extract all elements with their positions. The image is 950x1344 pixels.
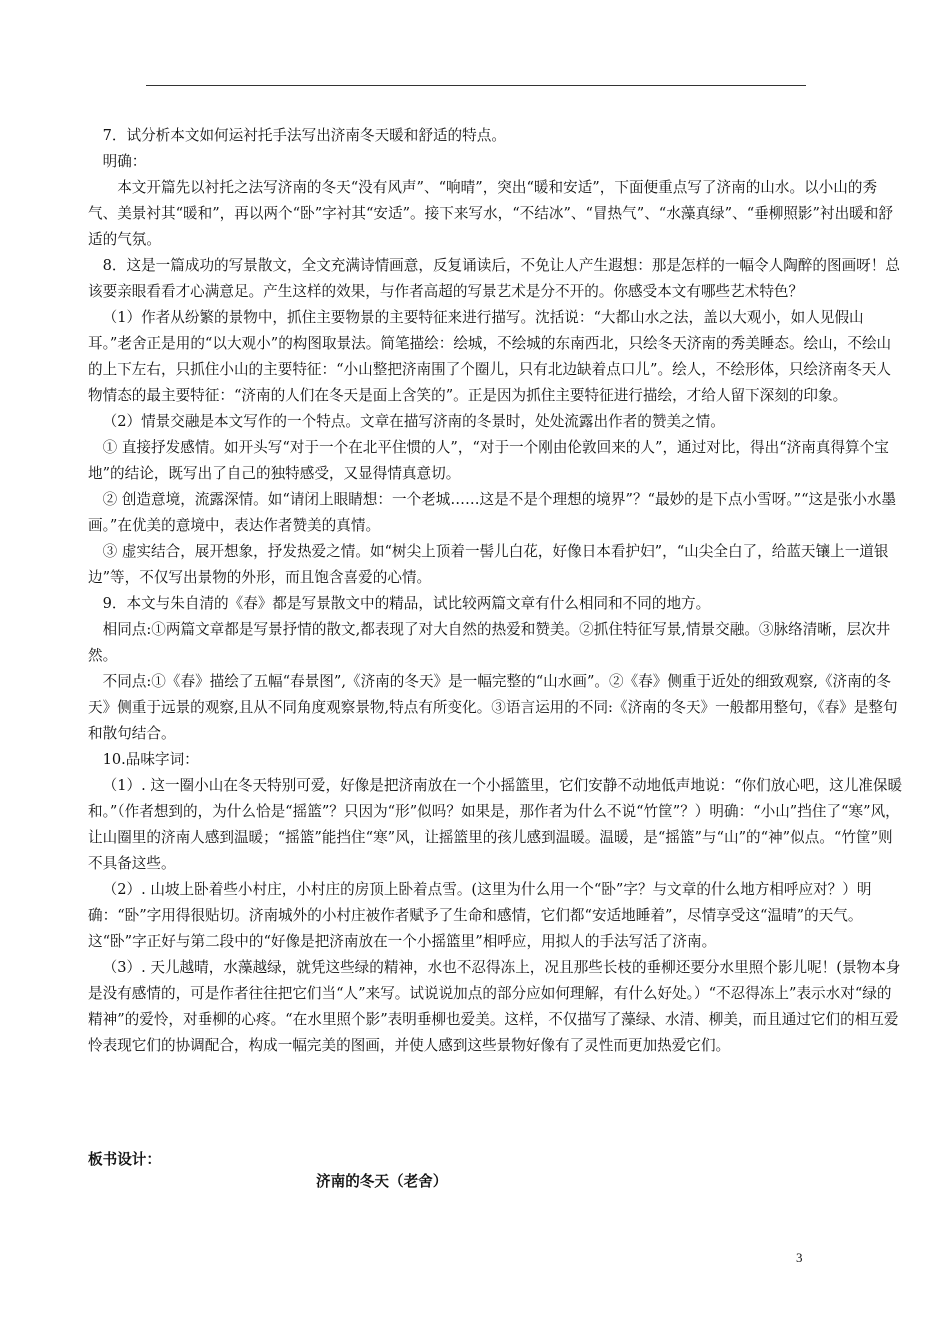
board-design-label: 板书设计： (88, 1151, 161, 1168)
paragraph: 7．试分析本文如何运衬托手法写出济南冬天暖和舒适的特点。 (102, 127, 506, 144)
paragraph: 不同点:①《春》描绘了五幅“春景图”,《济南的冬天》是一幅完整的“山水画”。②《春》侧重于近处的细致观察,《济南的冬天》侧重于远景的观察,且从不同角度观察景物,特点有所变化。③语言运用的不同:《济南的冬天》一般都用整句，《春》是整句和散句结合。 (88, 673, 898, 742)
header-rule (146, 85, 806, 86)
paragraph: ③ 虚实结合，展开想象，抒发热爱之情。如“树尖上顶着一髻儿白花，好像日本看护妇”，“山尖全白了，给蓝天镶上一道银边”等，不仅写出景物的外形，而且饱含喜爱的心情。 (88, 543, 889, 586)
paragraph: 9．本文与朱自清的《春》都是写景散文中的精品，试比较两篇文章有什么相同和不同的地方。 (102, 595, 711, 612)
paragraph: 相同点:①两篇文章都是写景抒情的散文,都表现了对大自然的热爱和赞美。②抓住特征写景,情景交融。③脉络清晰，层次井然。 (88, 621, 891, 664)
paragraph: （1）作者从纷繁的景物中，抓住主要物景的主要特征来进行描写。沈括说：“大都山水之法，盖以大观小，如人见假山耳。”老舍正是用的“以大观小”的构图取景法。简笔描绘：绘城，不绘城的东南西北，只绘冬天济南的秀美睡态。绘山，不绘山的上下左右，只抓住小山的主要特征：“小山整把济南围了个圈儿，只有北边缺着点口儿”。绘人，不绘形体，只绘济南冬天人物情态的最主要特征：“济南的人们在冬天是面上含笑的”。正是因为抓住主要特征进行描绘，才给人留下深刻的印象。 (88, 309, 892, 404)
paragraph: （3）. 天儿越晴，水藻越绿，就凭这些绿的精神，水也不忍得冻上，况且那些长枝的垂柳还要分水里照个影儿呢！(景物本身是没有感情的，可是作者往往把它们当“人”来写。试说说加点的部分应如何理解，有什么好处。）“不忍得冻上”表示水对“绿的精神”的爱怜，对垂柳的心疼。“在水里照个影”表明垂柳也爱美。这样，不仅描写了藻绿、水清、柳美，而且通过它们的相互爱怜表现它们的协调配合，构成一幅完美的图画，并使人感到这些景物好像有了灵性而更加热爱它们。 (88, 959, 901, 1054)
paragraph: 明确： (102, 153, 147, 170)
paragraph: （1）. 这一圈小山在冬天特别可爱，好像是把济南放在一个小摇篮里，它们安静不动地低声地说：“你们放心吧，这儿准保暖和。”（作者想到的，为什么恰是“摇篮”？只因为“形”似吗？如果是，那作者为什么不说“竹筐”？）明确：“小山”挡住了“寒”风，让山圈里的济南人感到温暖；“摇篮”能挡住“寒”风，让摇篮里的孩儿感到温暖。温暖，是“摇篮”与“山”的“神”似点。“竹筐”则不具备这些。 (88, 777, 903, 872)
paragraph: 10.品味字词： (102, 751, 199, 768)
paragraph: （2）. 山坡上卧着些小村庄，小村庄的房顶上卧着点雪。(这里为什么用一个“卧”字？与文章的什么地方相呼应对？）明确：“卧”字用得很贴切。济南城外的小村庄被作者赋予了生命和感情，它们都“安适地睡着”，尽情享受这“温晴”的天气。这“卧”字正好与第二段中的“好像是把济南放在一个小摇篮里”相呼应，用拟人的手法写活了济南。 (88, 881, 872, 950)
paragraph: （2）情景交融是本文写作的一个特点。文章在描写济南的冬景时，处处流露出作者的赞美之情。 (102, 413, 725, 430)
document-body (88, 123, 903, 1059)
page-number: 3 (796, 1250, 803, 1265)
paragraph: ② 创造意境，流露深情。如“请闭上眼睛想：一个老城……这是不是个理想的境界”？“最妙的是下点小雪呀。”“这是张小水墨画。”在优美的意境中，表达作者赞美的真情。 (88, 491, 897, 534)
board-design-title: 济南的冬天（老舍） (316, 1173, 448, 1190)
paragraph: 本文开篇先以衬托之法写济南的冬天“没有风声”、“响晴”，突出“暖和安适”，下面便重点写了济南的山水。以小山的秀气、美景衬其“暖和”，再以两个“卧”字衬其“安适”。接下来写水，“不结冰”、“冒热气”、“水藻真绿”、“垂柳照影”衬出暖和舒适的气氛。 (88, 179, 893, 248)
paragraph: ① 直接抒发感情。如开头写“对于一个在北平住惯的人”，“对于一个刚由伦敦回来的人”，通过对比，得出“济南真得算个宝地”的结论，既写出了自己的独特感受，又显得情真意切。 (88, 439, 889, 482)
paragraph: 8．这是一篇成功的写景散文，全文充满诗情画意，反复诵读后，不免让人产生遐想：那是怎样的一幅令人陶醉的图画呀！总该要亲眼看看才心满意足。产生这样的效果，与作者高超的写景艺术是分不开的。你感受本文有哪些艺术特色？ (88, 257, 900, 300)
